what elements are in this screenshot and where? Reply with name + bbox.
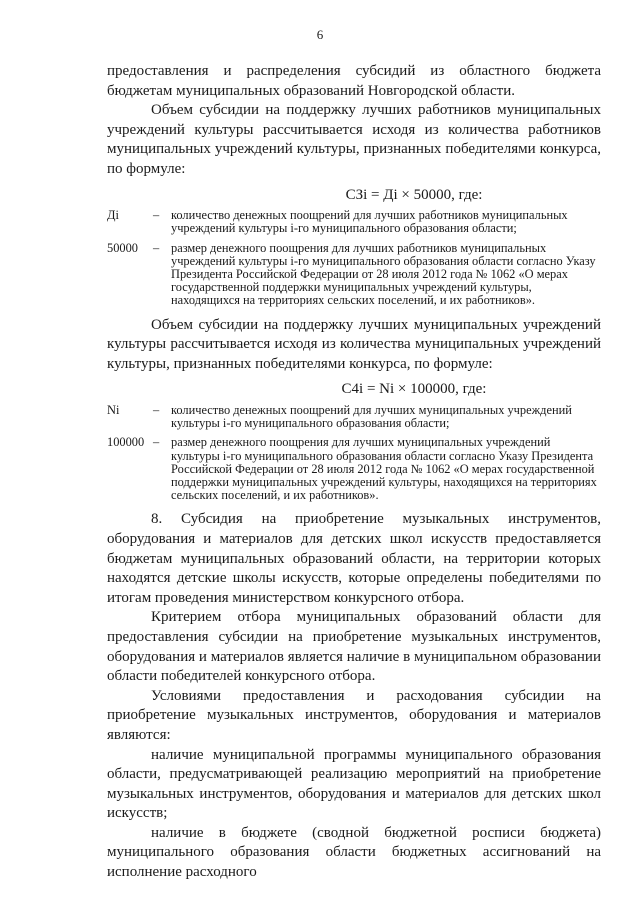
definition-symbol: 50000 <box>107 240 138 255</box>
definition-dash: – <box>153 240 160 255</box>
definition-symbol: 100000 <box>107 435 145 450</box>
formula-c3: СЗi = Дi × 50000, где: <box>345 186 483 203</box>
definition-symbol: Дi <box>107 208 119 223</box>
paragraph-intro: предоставления и распределения субсидий из областного бюджета бюджетам муниципальных образований Новгородской области. <box>107 63 601 99</box>
page-number: 6 <box>316 27 324 42</box>
definition-text: размер денежного поощрения для лучших работников муниципальных учреждений культуры i-го муниципального образования области согласно Указу Президента Российской Федерации от 28 июля 2012 года № 1062 «О мерах государственной поддержки муниципальных учреждений культуры, находящихся на территориях сельских поселений, и их работников». <box>171 240 596 308</box>
definitions-c4 <box>107 404 601 502</box>
definition-row <box>107 436 601 502</box>
definition-dash: – <box>153 435 160 450</box>
document-body <box>107 62 601 883</box>
definition-row <box>107 209 601 235</box>
paragraph-section-8: 8. Субсидия на приобретение музыкальных инструментов, оборудования и материалов для детских школ искусств предоставляется бюджетам муниципальных образований области, на территории которых находятся детские школы искусств, которые определены победителями по итогам проведения министерством конкурсного отбора. <box>107 511 601 606</box>
definitions-c3 <box>107 209 601 307</box>
definition-dash: – <box>153 208 160 223</box>
paragraph-institutions-subsidy: Объем субсидии на поддержку лучших муниципальных учреждений культуры рассчитывается исходя из количества муниципальных учреждений культуры, признанных победителями конкурса, по формуле: <box>107 316 601 372</box>
definition-text: размер денежного поощрения для лучших муниципальных учреждений культуры i-го муниципального образования области согласно Указу Президента Российской Федерации от 28 июля 2012 года № 1062 «О мерах государственной поддержки муниципальных учреждений культуры, находящихся на территориях сельских поселений, и их работников». <box>171 435 597 503</box>
definition-dash: – <box>153 402 160 417</box>
paragraph-conditions: Условиями предоставления и расходования субсидии на приобретение музыкальных инструментов, оборудования и материалов являются: <box>107 687 601 743</box>
definition-symbol: Ni <box>107 402 120 417</box>
paragraph-condition-program: наличие муниципальной программы муниципального образования области, предусматривающей реализацию мероприятий на приобретение музыкальных инструментов, оборудования и материалов для детских школ искусств; <box>107 746 601 822</box>
paragraph-condition-budget: наличие в бюджете (сводной бюджетной росписи бюджета) муниципального образования области бюджетных ассигнований на исполнение расходного <box>107 824 601 881</box>
paragraph-selection-criterion: Критерием отбора муниципальных образований области для предоставления субсидии на приобретение музыкальных инструментов, оборудования и материалов является наличие в муниципальном образовании области победителей конкурсного отбора. <box>107 609 601 685</box>
definition-row <box>107 242 601 308</box>
definition-row <box>107 404 601 430</box>
paragraph-workers-subsidy: Объем субсидии на поддержку лучших работников муниципальных учреждений культуры рассчитывается исходя из количества работников муниципальных учреждений культуры, признанных победителями конкурса, по формуле: <box>107 102 601 177</box>
formula-c4: С4i = Ni × 100000, где: <box>341 381 487 398</box>
definition-text: количество денежных поощрений для лучших муниципальных учреждений культуры i-го муниципального образования области; <box>171 402 572 431</box>
definition-text: количество денежных поощрений для лучших работников муниципальных учреждений культуры i-го муниципального образования области; <box>171 208 568 236</box>
